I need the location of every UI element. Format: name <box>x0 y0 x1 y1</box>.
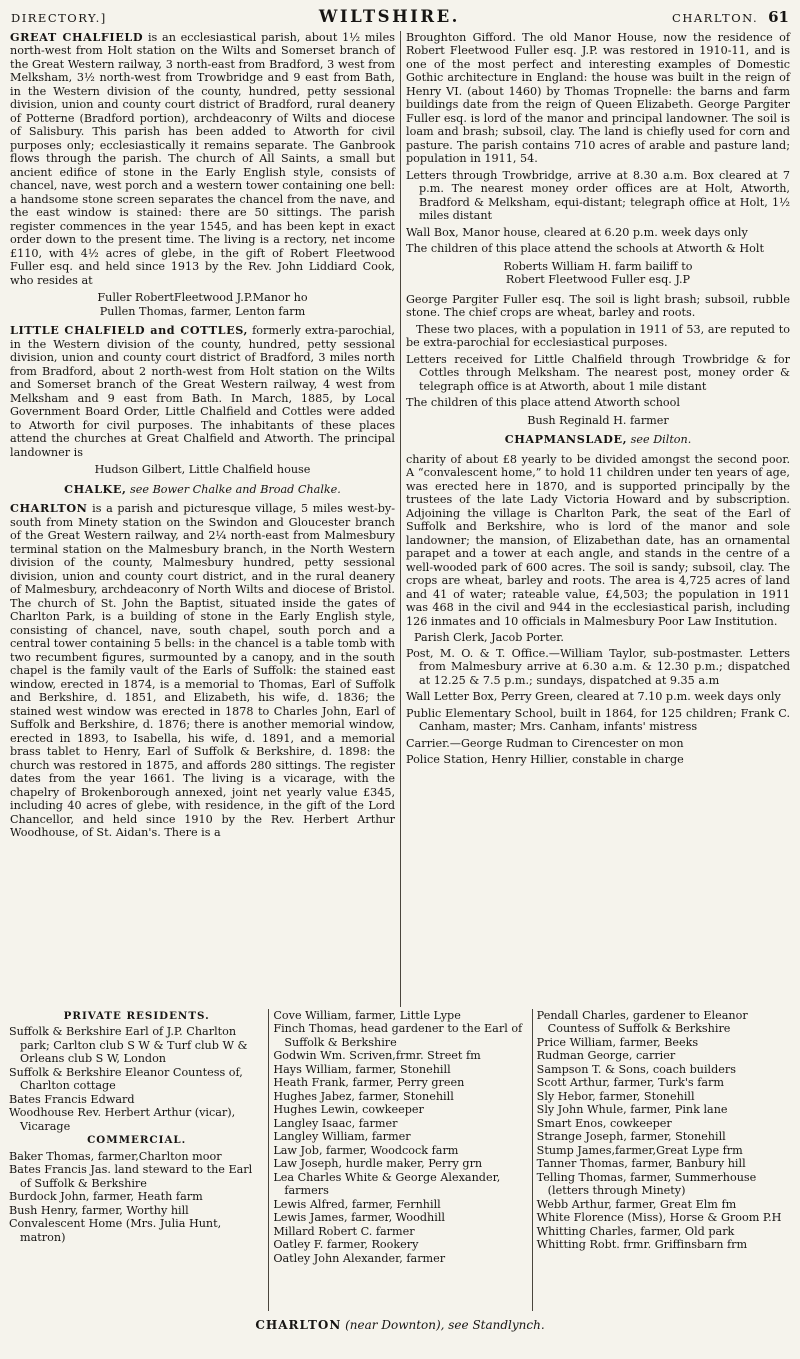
atworth-school-note: The children of this place attend Atworth school <box>406 396 680 409</box>
little-chalfield-residents <box>10 463 395 477</box>
directory-entry: Godwin Wm. Scriven,frmr. Street fm <box>273 1049 481 1062</box>
chapmanslade-heading: CHAPMANSLADE, <box>504 432 628 446</box>
directory-entry: Webb Arthur, farmer, Great Elm fm <box>536 1197 737 1211</box>
great-chalfield-paragraph <box>10 31 395 288</box>
charlton-body: is a parish and picturesque village, 5 miles west-by-south from Minety station on the Swindon and Gloucester branch of the Great Western railway, and 2¼ north-east from Malmesbury terminal station on the Malmesbury branch, in the North Western division of the county, Malmesbury hundred, petty sessional division, union and county court district, and in the rural deanery of Malmesbury, archdeaconry of North Wilts and diocese of Bristol. The church of St. John the Baptist, situated inside the gates of Charlton Park, is a building of stone in the Early English style, consisting of chancel, nave, south chapel, south porch and a central tower containing 5 bells: in the chancel is a table tomb with two recumbent figures, surmounted by a canopy, and in the south chapel is the family vault of the Earls of Suffolk: the stained east window, erected in 1874, is a memorial to Thomas, Earl of Suffolk and Berkshire, d. 1851, and Elizabeth, his wife, d. 1836; the stained west window was erected in 1878 to Charles John, Earl of Suffolk and Berkshire, d. 1876; there is another memorial window, erected in 1893, to Isabella, his wife, d. 1891, and a memorial brass tablet to Henry, Earl of Suffolk & Berkshire, d. 1898: the church was restored in 1875, and affords 280 sittings. The register dates from the year 1661. The living is a vicarage, with the chapelry of Brokenborough annexed, joint net yearly value £345, including 40 acres of glebe, with residence, in the gift of the Lord Chancellor, and held since 1910 by the Rev. Herbert Arthur Woodhouse, of St. Aidan's. There is a <box>10 502 395 839</box>
directory-entry: Millard Robert C. farmer <box>273 1224 415 1238</box>
directory-entry: Stump James,farmer,Great Lype frm <box>536 1143 743 1157</box>
directory-entry: Oatley F. farmer, Rookery <box>273 1238 419 1251</box>
directory-entry: Langley Isaac, farmer <box>273 1116 398 1130</box>
directory-column-1 <box>5 1009 268 1311</box>
directory-column-3 <box>532 1009 795 1311</box>
directory-entry: Hughes Jabez, farmer, Stonehill <box>273 1089 454 1103</box>
directory-entry: Law Job, farmer, Woodcock farm <box>273 1143 459 1157</box>
directory-entry: Pendall Charles, gardener to Eleanor Countess of Suffolk & Berkshire <box>536 1008 748 1035</box>
charlton-charity-paragraph: charity of about £8 yearly to be divided amongst the second poor. A “convalescent home,” to hold 11 children under ten years of age, was erected here in 1870, and is supported principally by the trustees of the late Lady Victoria Howard and by subscription. Adjoining the village is Charlton Park, the seat of the Earl of Suffolk and Berkshire, who is lord of the manor and sole landowner; the mansion, of Elizabethan date, has an ornamental parapet and a tower at each angle, and stands in the centre of a well-wooded park of 600 acres. The soil is sandy; subsoil, clay. The crops are wheat, barley and roots. The area is 4,725 acres of land and 41 of water; rateable value, £4,503; the population in 1911 was 468 in the civil and 944 in the ecclesiastical parish, including 126 inmates and 10 officials in Malmesbury Poor Law Institution. <box>406 452 790 628</box>
chalke-crossref <box>10 483 395 497</box>
charlton-heading: CHARLTON <box>10 501 88 515</box>
resident-entry: Hudson Gilbert, Little Chalfield house <box>94 463 311 476</box>
main-content <box>5 31 795 1007</box>
directory-entry: Baker Thomas, farmer,Charlton moor <box>9 1149 222 1163</box>
directory-entry: Whitting Robt. frmr. Griffinsbarn frm <box>536 1238 748 1251</box>
letters-note: Letters through Trowbridge, arrive at 8.30 a.m. Box cleared at 7 p.m. The nearest money order offices are at Holt, Atworth, Bradford & Melksham, equi-distant; telegraph office at Holt, 1½ miles distant <box>406 168 790 222</box>
charlton-downton-crossref <box>5 1319 795 1333</box>
little-chalfield-body: formerly extra-parochial, in the Western division of the county, hundred, petty sessional division, union and county court district of Bradford, 3 miles north from Bradford, about 2 north-west from Holt station on the Wilts and Somerset branch of the Great Western railway, 4 west from Melksham and 9 east from Bath. In March, 1885, by Local Government Board Order, Little Chalfield and Cottles were added to Atworth for civil purposes. The inhabitants of these places attend the churches at Great Chalfield and Atworth. The principal landowner is <box>10 324 395 459</box>
chapmanslade-crossref <box>406 433 790 447</box>
directory-entry: Convalescent Home (Mrs. Julia Hunt, matron) <box>9 1217 222 1244</box>
letters-received-note: Letters received for Little Chalfield through Trowbridge & for Cottles through Melksham. The nearest post, money order & telegraph office is at Atworth, about 1 mile distant <box>406 352 790 393</box>
directory-entry: Law Joseph, hurdle maker, Perry grn <box>273 1157 483 1170</box>
page-header <box>5 8 795 31</box>
parish-clerk-line: Parish Clerk, Jacob Porter. <box>414 631 564 644</box>
page-number: 61 <box>768 8 789 26</box>
resident-entry: Fuller RobertFleetwood J.P.Manor ho <box>97 291 308 304</box>
charlton-continued-paragraph: Broughton Gifford. The old Manor House, now the residence of Robert Fleetwood Fuller esq. J.P. was restored in 1910-11, and is one of the most perfect and interesting examples of Domestic Gothic architecture in England: the house was built in the reign of Henry VI. (about 1460) by Thomas Tropnelle: the barns and farm buildings date from the reign of Queen Elizabeth. George Pargiter Fuller esq. is lord of the manor and principal landowner. The soil is loam and brash; subsoil, clay. The land is chiefly used for corn and pasture. The parish contains 710 acres of arable and pasture land; population in 1911, 54. <box>406 30 790 165</box>
directory-entry: Oatley John Alexander, farmer <box>273 1251 446 1265</box>
resident-entry: Robert Fleetwood Fuller esq. J.P <box>505 273 691 286</box>
private-residents-heading: PRIVATE RESIDENTS. <box>63 1009 210 1022</box>
directory-entry: Finch Thomas, head gardener to the Earl of Suffolk & Berkshire <box>273 1022 523 1049</box>
little-chalfield-heading: LITTLE CHALFIELD and COTTLES, <box>10 323 248 337</box>
resident-entry: Roberts William H. farm bailiff to <box>503 259 693 273</box>
carrier-note: Carrier.—George Rudman to Cirencester on mon <box>406 736 684 750</box>
directory-entry: Suffolk & Berkshire Eleanor Countess of, Charlton cottage <box>9 1065 243 1092</box>
chapmanslade-see-reference: see Dilton. <box>627 433 692 446</box>
little-chalfield-paragraph <box>10 324 395 459</box>
header-right <box>672 8 789 26</box>
chalke-heading: CHALKE, <box>64 481 127 496</box>
directory-entry: Cove William, farmer, Little Lype <box>273 1008 461 1022</box>
directory-entry: Woodhouse Rev. Herbert Arthur (vicar), Vicarage <box>9 1106 236 1133</box>
directory-entry: Hays William, farmer, Stonehill <box>273 1062 451 1076</box>
great-chalfield-body: is an ecclesiastical parish, about 1½ miles north-west from Holt station on the Wilts and Somerset branch of the Great Western railway, 3 north-east from Bradford, 3 west from Melksham, 3½ north-west from Trowbridge and 9 east from Bath, in the Western division of the county, hundred, petty sessional division, union and county court district of Bradford, rural deanery of Potterne (Bradford portion), archdeaconry of Wilts and diocese of Salisbury. This parish has been added to Atworth for civil purposes only; ecclesiastically it remains separate. The Ganbrook flows through the parish. The church of All Saints, a small but ancient edifice of stone in the Early English style, consists of chancel, nave, west porch and a western tower containing one bell: a handsome stone screen separates the chancel from the nave, and the east window is stained: there are 50 sittings. The parish register commences in the year 1545, and has been kept in exact order down to the present time. The living is a rectory, net income £110, with 4½ acres of glebe, in the gift of Robert Fleetwood Fuller esq. and held since 1913 by the Rev. John Liddiard Cook, who resides at <box>10 30 395 287</box>
bush-resident-line <box>406 414 790 428</box>
directory-entry: Scott Arthur, farmer, Turk's farm <box>536 1076 724 1089</box>
directory-entry: Telling Thomas, farmer, Summerhouse (letters through Minety) <box>536 1170 757 1197</box>
post-office-note: Post, M. O. & T. Office.—William Taylor, sub-postmaster. Letters from Malmesbury arrive at 6.30 a.m. & 12.30 p.m.; dispatched at 12.25 & 7.5 p.m.; sundays, dispatched at 9.35 a.m <box>406 646 790 687</box>
directory-entry: Whitting Charles, farmer, Old park <box>536 1224 735 1238</box>
resident-entry: Pullen Thomas, farmer, Lenton farm <box>99 304 306 318</box>
page-title: WILTSHIRE. <box>318 7 460 26</box>
farm-bailiff-lines <box>406 260 790 287</box>
resident-entry: Bush Reginald H. farmer <box>527 413 669 427</box>
left-column <box>5 31 400 1007</box>
directory-entry: Burdock John, farmer, Heath farm <box>9 1190 203 1203</box>
directory-entry: Strange Joseph, farmer, Stonehill <box>536 1130 726 1143</box>
header-place-label: CHARLTON. <box>672 11 759 25</box>
commercial-list <box>9 1150 264 1245</box>
header-directory-label: DIRECTORY.] <box>11 11 107 25</box>
directory-entry: Lea Charles White & George Alexander, farmers <box>273 1170 501 1197</box>
directory-entry: Sly John Whule, farmer, Pink lane <box>536 1103 728 1116</box>
trades-directory <box>5 1009 795 1311</box>
commercial-heading: COMMERCIAL. <box>87 1134 187 1146</box>
police-station-note: Police Station, Henry Hillier, constable in charge <box>406 753 684 766</box>
directory-entry: Rudman George, carrier <box>536 1049 676 1062</box>
directory-entry: Smart Enos, cowkeeper <box>536 1116 672 1130</box>
charlton-paragraph <box>10 502 395 840</box>
two-places-paragraph: These two places, with a population in 1911 of 53, are reputed to be extra-parochial for ecclesiastical purposes. <box>406 322 790 349</box>
schools-note: The children of this place attend the schools at Atworth & Holt <box>406 242 764 255</box>
private-residents-list <box>9 1025 264 1133</box>
directory-entry: Sly Hebor, farmer, Stonehill <box>536 1089 695 1103</box>
directory-entry: Langley William, farmer <box>273 1130 411 1143</box>
school-note: Public Elementary School, built in 1864, for 125 children; Frank C. Canham, master; Mrs. Canham, infants' mistress <box>406 706 790 733</box>
right-column <box>400 31 795 1007</box>
footer-heading: CHARLTON <box>255 1317 342 1332</box>
directory-entry: Hughes Lewin, cowkeeper <box>273 1103 424 1116</box>
directory-entry: Bates Francis Jas. land steward to the Earl of Suffolk & Berkshire <box>9 1163 253 1190</box>
directory-entry: Sampson T. & Sons, coach builders <box>536 1062 737 1076</box>
directory-entry: Tanner Thomas, farmer, Banbury hill <box>536 1157 746 1170</box>
great-chalfield-residents <box>10 291 395 318</box>
directory-entry: Lewis Alfred, farmer, Fernhill <box>273 1197 441 1211</box>
directory-entry: Bates Francis Edward <box>9 1092 135 1106</box>
footer-see-reference: (near Downton), see Standlynch. <box>341 1317 545 1332</box>
directory-column-2 <box>268 1009 531 1311</box>
wall-box-note: Wall Box, Manor house, cleared at 6.20 p.m. week days only <box>406 225 748 239</box>
directory-entry: Lewis James, farmer, Woodhill <box>273 1211 445 1224</box>
directory-entry: Heath Frank, farmer, Perry green <box>273 1076 465 1089</box>
great-chalfield-heading: GREAT CHALFIELD <box>10 30 144 44</box>
wall-letter-box-note: Wall Letter Box, Perry Green, cleared at 7.10 p.m. week days only <box>406 690 781 703</box>
chalke-see-reference: see Bower Chalke and Broad Chalke. <box>126 482 341 496</box>
directory-entry: Suffolk & Berkshire Earl of J.P. Charlton park; Carlton club S W & Turf club W & Orleans club S W, London <box>9 1025 248 1065</box>
directory-entry: White Florence (Miss), Horse & Groom P.H <box>536 1211 782 1224</box>
directory-entry: Bush Henry, farmer, Worthy hill <box>9 1203 189 1217</box>
directory-entry: Price William, farmer, Beeks <box>536 1035 699 1049</box>
little-chalfield-soil-paragraph: George Pargiter Fuller esq. The soil is light brash; subsoil, rubble stone. The chief crops are wheat, barley and roots. <box>406 292 790 319</box>
